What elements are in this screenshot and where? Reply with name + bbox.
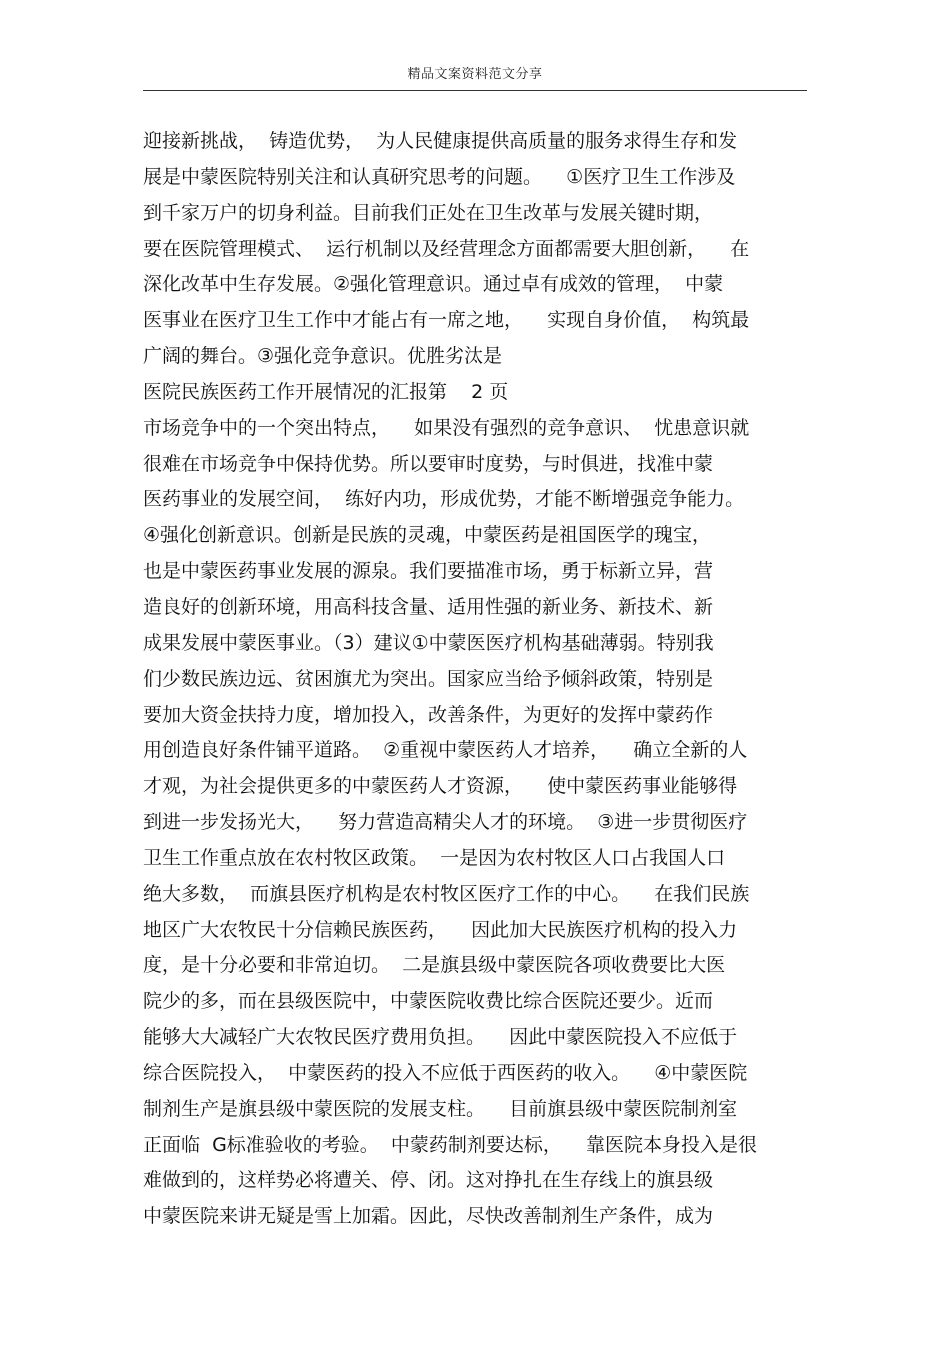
text-line: 用创造良好条件铺平道路。 ②重视中蒙医药人才培养， 确立全新的人 [143, 739, 748, 762]
text-line: 地区广大农牧民十分信赖民族医药， 因此加大民族医疗机构的投入力 [143, 918, 738, 941]
text-line: 医院民族医药工作开展情况的汇报第 2 页 [143, 380, 509, 403]
text-line: 医药事业的发展空间， 练好内功，形成优势，才能不断增强竞争能力。 [143, 488, 745, 511]
text-line: 综合医院投入， 中蒙医药的投入不应低于西医药的收入。 ④中蒙医院 [143, 1061, 748, 1084]
text-line: 正面临 G标准验收的考验。 中蒙药制剂要达标， 靠医院本身投入是很 [143, 1133, 758, 1156]
text-line: 要加大资金扶持力度，增加投入，改善条件，为更好的发挥中蒙药作 [143, 703, 714, 726]
text-line: 们少数民族边远、贫困旗尤为突出。国家应当给予倾斜政策，特别是 [143, 667, 714, 690]
text-line: 绝大多数， 而旗县医疗机构是农村牧区医疗工作的中心。 在我们民族 [143, 882, 750, 905]
text-line: 到千家万户的切身利益。目前我们正处在卫生改革与发展关键时期， [143, 201, 714, 224]
document-body [143, 124, 813, 1235]
text-line: 才观，为社会提供更多的中蒙医药人才资源， 使中蒙医药事业能够得 [143, 775, 738, 798]
text-line: 市场竞争中的一个突出特点， 如果没有强烈的竞争意识、 忧患意识就 [143, 416, 750, 439]
text-line: 成果发展中蒙医事业。（3）建议①中蒙医医疗机构基础薄弱。特别我 [143, 631, 714, 654]
text-line: 医事业在医疗卫生工作中才能占有一席之地， 实现自身价值， 构筑最 [143, 309, 750, 332]
text-line: 卫生工作重点放在农村牧区政策。 一是因为农村牧区人口占我国人口 [143, 846, 726, 869]
text-line: 迎接新挑战， 铸造优势， 为人民健康提供高质量的服务求得生存和发 [143, 130, 738, 152]
page-header-title: 精品文案资料范文分享 [407, 67, 543, 82]
text-line: 能够大大减轻广大农牧民医疗费用负担。 因此中蒙医院投入不应低于 [143, 1026, 738, 1049]
text-line: 难做到的，这样势必将遭关、停、闭。这对挣扎在生存线上的旗县级 [143, 1169, 714, 1192]
text-line: ④强化创新意识。创新是民族的灵魂，中蒙医药是祖国医学的瑰宝， [143, 524, 712, 547]
text-line: 院少的多，而在县级医院中，中蒙医院收费比综合医院还要少。近而 [143, 990, 714, 1013]
header-divider [143, 90, 807, 91]
text-line: 很难在市场竞争中保持优势。所以要审时度势，与时俱进，找准中蒙 [143, 452, 714, 475]
text-line: 也是中蒙医药事业发展的源泉。我们要描准市场，勇于标新立异，营 [143, 560, 714, 583]
text-line: 度，是十分必要和非常迫切。 二是旗县级中蒙医院各项收费要比大医 [143, 954, 726, 977]
text-line: 深化改革中生存发展。②强化管理意识。通过卓有成效的管理， 中蒙 [143, 273, 724, 296]
text-line: 造良好的创新环境，用高科技含量、适用性强的新业务、新技术、新 [143, 595, 714, 618]
text-line: 制剂生产是旗县级中蒙医院的发展支柱。 目前旗县级中蒙医院制剂室 [143, 1097, 738, 1120]
text-line: 中蒙医院来讲无疑是雪上加霜。因此，尽快改善制剂生产条件，成为 [143, 1205, 714, 1228]
text-line: 要在医院管理模式、 运行机制以及经营理念方面都需要大胆创新， 在 [143, 237, 750, 260]
text-line: 展是中蒙医院特别关注和认真研究思考的问题。 ①医疗卫生工作涉及 [143, 165, 736, 188]
text-line: 到进一步发扬光大， 努力营造高精尖人才的环境。 ③进一步贯彻医疗 [143, 811, 748, 834]
text-line: 广阔的舞台。③强化竞争意识。优胜劣汰是 [143, 345, 503, 368]
